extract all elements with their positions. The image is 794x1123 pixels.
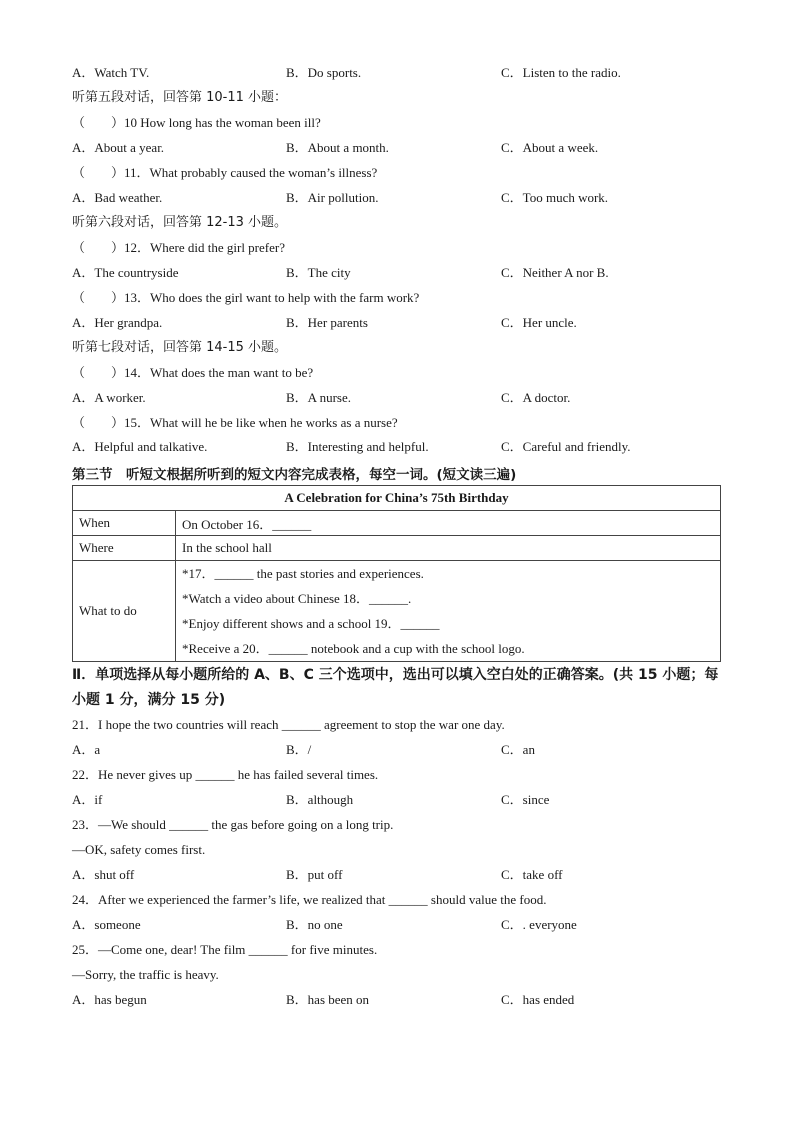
table-row [73, 511, 721, 536]
option-a: A．Bad weather. [72, 190, 163, 205]
table-title: A Celebration for China’s 75th Birthday [73, 486, 721, 511]
option-c: C．Too much work. [501, 190, 609, 205]
option-b: B．no one [286, 917, 343, 932]
question-24: 24．After we experienced the farmer’s life, we realized that ______ should value the food. [72, 892, 547, 907]
question-11: （ ）11．What probably caused the woman’s illness? [72, 165, 378, 180]
dialog-5-heading: 听第五段对话，回答第 10-11 小题： [72, 90, 288, 105]
option-b: B．Do sports. [286, 65, 362, 80]
option-b: B．About a month. [286, 140, 389, 155]
option-b: B．A nurse. [286, 390, 352, 405]
option-b: B．/ [286, 742, 312, 757]
question-25: 25．—Come one, dear! The film ______ for five minutes. [72, 942, 378, 957]
option-c: C．an [501, 742, 535, 757]
q22-options [0, 792, 794, 808]
question-23: 23．—We should ______ the gas before going on a long trip. [72, 817, 394, 832]
section-3-heading: 第三节 听短文根据所听到的短文内容完成表格，每空一词。(短文读三遍) [72, 467, 517, 483]
question-25-reply: —Sorry, the traffic is heavy. [72, 967, 219, 982]
row-value-what [176, 561, 721, 662]
activity-item: *Enjoy different shows and a school 19．______ [182, 616, 440, 631]
dialog-6-heading: 听第六段对话，回答第 12-13 小题。 [72, 215, 288, 230]
q24-options [0, 917, 794, 933]
option-c: C．A doctor. [501, 390, 571, 405]
option-a: A．The countryside [72, 265, 179, 280]
q10-options [0, 140, 794, 156]
activity-item: *17．______ the past stories and experiences. [182, 566, 424, 581]
q21-options [0, 742, 794, 758]
question-13: （ ）13．Who does the girl want to help with the farm work? [72, 290, 420, 305]
option-c: C．since [501, 792, 550, 807]
option-b: B．Her parents [286, 315, 368, 330]
row-label-where: Where [73, 536, 176, 561]
option-b: B．put off [286, 867, 343, 882]
option-a: A．a [72, 742, 101, 757]
option-a: A．if [72, 792, 103, 807]
option-c: C．Listen to the radio. [501, 65, 621, 80]
question-22: 22．He never gives up ______ he has failed several times. [72, 767, 379, 782]
option-c: C．has ended [501, 992, 575, 1007]
table-row [73, 561, 721, 662]
option-b: B．The city [286, 265, 351, 280]
option-c: C．Neither A nor B. [501, 265, 609, 280]
option-c: C．take off [501, 867, 563, 882]
option-b: B．Interesting and helpful. [286, 439, 429, 454]
option-a: A．A worker. [72, 390, 146, 405]
activity-item: *Receive a 20．______ notebook and a cup with the school logo. [182, 641, 525, 656]
row-label-when: When [73, 511, 176, 536]
question-23-reply: —OK, safety comes first. [72, 842, 206, 857]
row-value-when: On October 16．______ [176, 511, 721, 536]
question-12: （ ）12．Where did the girl prefer? [72, 240, 285, 255]
option-b: B．has been on [286, 992, 370, 1007]
q12-options [0, 265, 794, 281]
section-2-heading: Ⅱ．单项选择从每小题所给的 A、B、C 三个选项中，选出可以填入空白处的正确答案。(共 15 小题；每小题 1 分，满分 15 分) [72, 667, 719, 708]
q9-options [0, 65, 794, 81]
option-a: A．shut off [72, 867, 135, 882]
option-b: B．Air pollution. [286, 190, 379, 205]
option-a: A．someone [72, 917, 141, 932]
row-value-where: In the school hall [176, 536, 721, 561]
row-label-what: What to do [73, 561, 176, 662]
option-a: A．Helpful and talkative. [72, 439, 208, 454]
dialog-7-heading: 听第七段对话，回答第 14-15 小题。 [72, 340, 288, 355]
option-a: A．has begun [72, 992, 147, 1007]
question-14: （ ）14．What does the man want to be? [72, 365, 314, 380]
option-a: A．Watch TV. [72, 65, 150, 80]
question-21: 21．I hope the two countries will reach ______ agreement to stop the war one day. [72, 717, 505, 732]
table-row [73, 536, 721, 561]
question-15: （ ）15．What will he be like when he works as a nurse? [72, 415, 398, 430]
option-c: C．Careful and friendly. [501, 439, 631, 454]
q15-options [0, 439, 794, 455]
q25-options [0, 992, 794, 1008]
option-b: B．although [286, 792, 354, 807]
q13-options [0, 315, 794, 331]
option-c: C．. everyone [501, 917, 577, 932]
activity-item: *Watch a video about Chinese 18．______. [182, 591, 412, 606]
option-a: A．About a year. [72, 140, 165, 155]
q11-options [0, 190, 794, 206]
q23-options [0, 867, 794, 883]
question-10: （ ）10 How long has the woman been ill? [72, 115, 321, 130]
celebration-table [72, 485, 721, 662]
q14-options [0, 390, 794, 406]
option-c: C．About a week. [501, 140, 599, 155]
option-a: A．Her grandpa. [72, 315, 163, 330]
option-c: C．Her uncle. [501, 315, 577, 330]
